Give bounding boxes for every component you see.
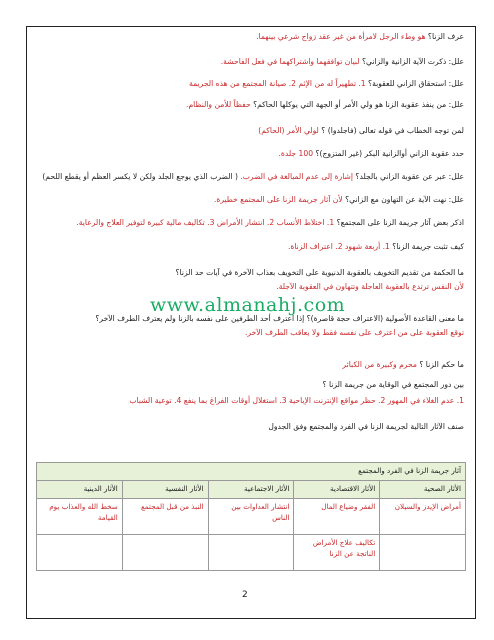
question-line — [24, 380, 464, 390]
answer-text: 100 جلدة. — [278, 149, 316, 158]
question-line — [24, 149, 464, 159]
answer-text: 1. تطهيراً له من الإثم 2. صيانة المجتمع من هذه الجريمة — [189, 79, 369, 88]
question-text: علل: ذكرت الآية الزانية والزاني؟ — [361, 57, 464, 66]
question-text: ( الضرب الذي يوجع الجلد ولكن لا يكسر العظم أو يقطع اللحم) — [42, 172, 241, 181]
question-line — [24, 282, 464, 292]
question-line — [24, 422, 464, 432]
question-text: بين دور المجتمع في الوقاية من جريمة الزنا ؟ — [322, 380, 464, 389]
question-text: لمن توجه الخطاب في قوله تعالى (فاجلدوا) ؟ — [321, 126, 464, 135]
table-header: الأثار الدينية — [37, 481, 123, 499]
table-title: آثار جريمة الزنا في الفرد والمجتمع — [37, 463, 466, 481]
question-line — [24, 195, 464, 205]
question-text: ما الحكمة من تقديم التخويف بالعقوبة الدنيوية على التخويف بعذاب الآخرة في آيات حد الزنا؟ — [175, 268, 464, 277]
answer-text: لبيان توافقهما واشتراكهما في فعل الفاحشة. — [220, 57, 362, 66]
question-line — [24, 328, 464, 338]
question-line — [24, 57, 464, 67]
answer-text: هو وطء الرجل لامرأة من غير عقد زواج شرعي بينهما. — [256, 32, 428, 41]
table-cell — [380, 535, 466, 571]
question-text: علل: عبر عن عقوبة الزاني بالجلد؟ — [355, 172, 464, 181]
question-line — [24, 100, 464, 110]
answer-text: إشارة إلى عدم المبالغة في الضرب. — [240, 172, 356, 181]
table-cell: النبذ من قبل المجتمع — [122, 499, 208, 535]
answer-text: حفظاً للأمن والنظام. — [186, 100, 254, 109]
question-text: ما معنى القاعدة الأصولية (الاعتراف حجة قاصرة)؟ إذا اعترف أحد الطرفين على نفسه بالزنا ولم يعترف الطرف الآخر؟ — [95, 314, 464, 323]
question-line — [24, 218, 464, 228]
question-text: علل: نهت الآية عن التهاون مع الزاني؟ — [345, 195, 464, 204]
question-text: حدد عقوبة الزاني أوالزانية البكر (غير المتزوج)؟ — [315, 149, 464, 158]
answer-text: 1. عدم الغلاء في المهور 2. حظر مواقع الإنترنت الإباحية 3. استغلال أوقات الفراغ بما ينفع 4. توعية الشباب — [129, 396, 464, 405]
table-header: الأثار الاجتماعية — [208, 481, 294, 499]
table-header: الأثار الاقتصادية — [294, 481, 380, 499]
question-line — [24, 242, 464, 252]
question-text: عرف الزنا؟ — [427, 32, 464, 41]
question-text: علل: من ينفذ عقوبة الزنا هو ولي الأمر أو الجهة التي يوكلها الحاكم؟ — [253, 100, 464, 109]
table-cell: الفقر وضياع المال — [294, 499, 380, 535]
page-number: 2 — [242, 590, 248, 600]
table-cell: انتشار العداوات بين الناس — [208, 499, 294, 535]
question-text: ما حكم الزنا ؟ — [419, 360, 464, 369]
watermark: www.almanahj.com — [150, 294, 346, 316]
question-line — [24, 172, 464, 182]
table-cell — [208, 535, 294, 571]
effects-table — [36, 462, 466, 571]
table-cell — [37, 535, 123, 571]
answer-text: توقع العقوبة على من اعترف على نفسه فقط ولا يعاقب الطرف الآخر. — [245, 328, 464, 337]
table-cell: أمراض الإيدز والسيلان — [380, 499, 466, 535]
question-line — [24, 268, 464, 278]
answer-text: لأن آثار جريمة الزنا على المجتمع خطيرة. — [213, 195, 346, 204]
question-line — [24, 126, 464, 136]
answer-text: 1. اختلاط الأنساب 2. انتشار الأمراض 3. تكاليف مالية كبيرة لتوفير العلاج والرعاية. — [76, 218, 337, 227]
table-header: الأثار النفسية — [122, 481, 208, 499]
table-header: الأثار الصحية — [380, 481, 466, 499]
question-text: علل: استحقاق الزاني للعقوبة؟ — [368, 79, 464, 88]
answer-text: لولي الأمر (الحاكم) — [258, 126, 322, 135]
question-text: صنف الآثار التالية لجريمة الزنا في الفرد والمجتمع وفق الجدول — [268, 422, 464, 431]
table-cell — [122, 535, 208, 571]
table-cell: تكاليف علاج الأمراض الناتجة عن الزنا — [294, 535, 380, 571]
question-line — [24, 360, 464, 370]
answer-text: محرم وكبيرة من الكبائر — [342, 360, 420, 369]
question-line — [24, 32, 464, 42]
question-line — [24, 79, 464, 89]
answer-text: 1. أربعة شهود 2. اعتراف الزناة. — [287, 242, 393, 251]
question-line — [24, 396, 464, 406]
table-cell: سخط الله والعذاب يوم القيامة — [37, 499, 123, 535]
answer-text: لأن النفس ترتدع بالعقوبة العاجلة وتتهاون في العقوبة الآجلة. — [276, 282, 464, 291]
question-text: كيف تثبت جريمة الزنا؟ — [392, 242, 464, 251]
question-text: اذكر بعض آثار جريمة الزنا على المجتمع؟ — [336, 218, 464, 227]
